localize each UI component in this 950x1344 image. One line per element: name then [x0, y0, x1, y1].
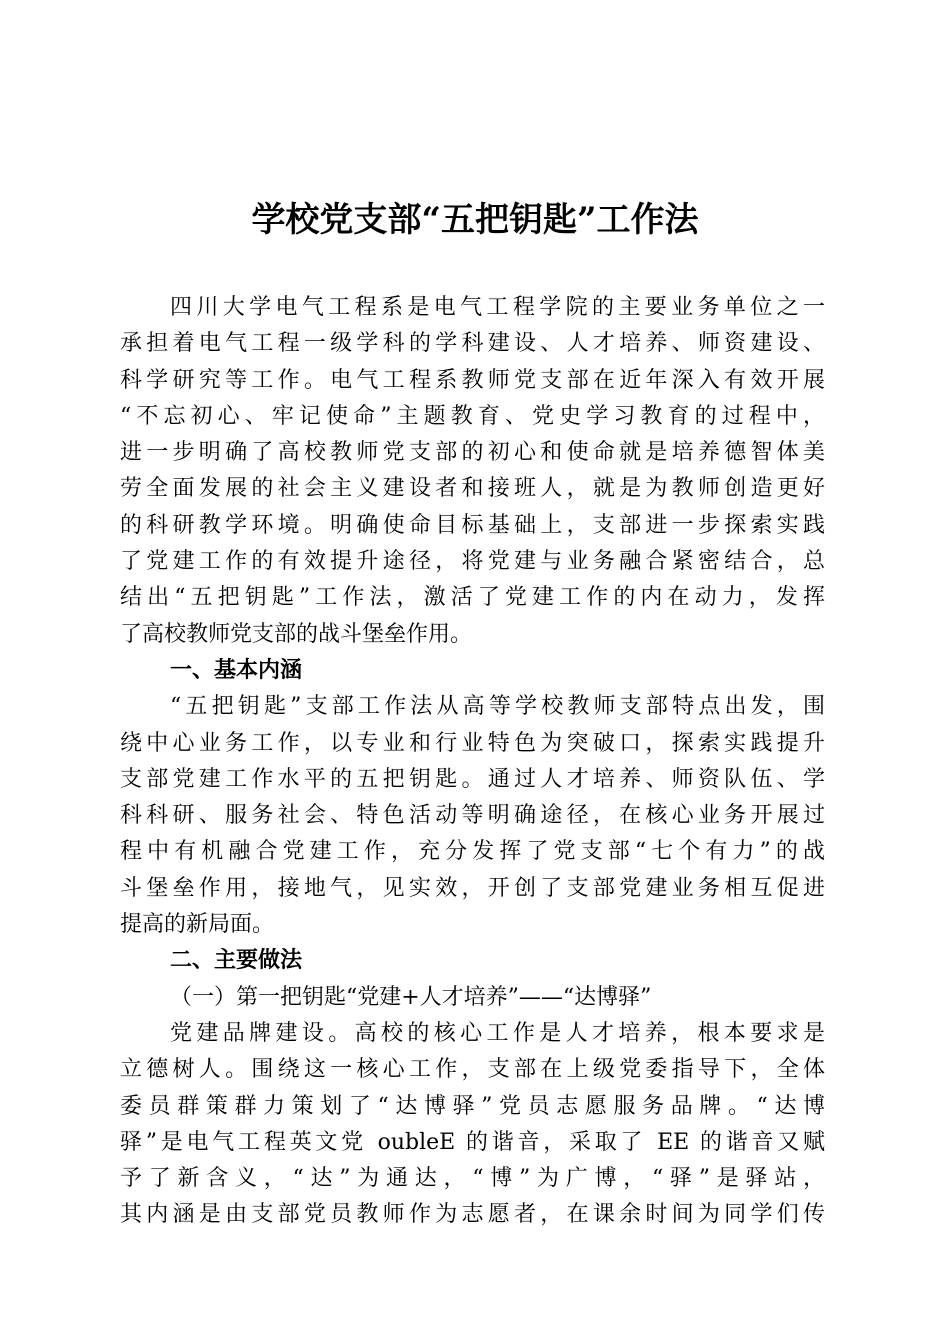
paragraph-line: 斗堡垒作用，接地气，见实效，开创了支部党建业务相互促进 — [120, 875, 825, 901]
paragraph-line: 了高校教师党支部的战斗堡垒作用。 — [120, 621, 473, 647]
paragraph-line: 进一步明确了高校教师党支部的初心和使命就是培养德智体美 — [120, 440, 825, 466]
paragraph-line: 承担着电气工程一级学科的学科建设、人才培养、师资建设、 — [120, 331, 825, 357]
paragraph-line: 驿”是电气工程英文党 oubleE 的谐音，采取了 EE 的谐音又赋 — [120, 1129, 825, 1155]
subsection-heading: （一）第一把钥匙“党建+人才培养”——“达博驿” — [170, 984, 652, 1010]
paragraph-line: 绕中心业务工作，以专业和行业特色为突破口，探索实践提升 — [120, 730, 825, 756]
paragraph-line: 予了新含义，“达”为通达，“博”为广博，“驿”是驿站， — [120, 1166, 825, 1192]
paragraph-line: 劳全面发展的社会主义建设者和接班人，就是为教师创造更好 — [120, 476, 825, 502]
paragraph-line: 其内涵是由支部党员教师作为志愿者，在课余时间为同学们传 — [120, 1202, 825, 1228]
paragraph-line: “五把钥匙”支部工作法从高等学校教师支部特点出发，围 — [170, 694, 825, 720]
section-heading: 二、主要做法 — [170, 948, 303, 974]
paragraph-line: 委员群策群力策划了“达博驿”党员志愿服务品牌。“达博 — [120, 1093, 825, 1119]
section-heading: 一、基本内涵 — [170, 657, 303, 683]
paragraph-line: 支部党建工作水平的五把钥匙。通过人才培养、师资队伍、学 — [120, 766, 825, 792]
paragraph-line: 党建品牌建设。高校的核心工作是人才培养，根本要求是 — [170, 1020, 825, 1046]
document-body — [120, 290, 825, 1234]
paragraph-line: 四川大学电气工程系是电气工程学院的主要业务单位之一 — [170, 295, 825, 320]
paragraph-line: 科学研究等工作。电气工程系教师党支部在近年深入有效开展 — [120, 367, 825, 393]
paragraph-line: 结出“五把钥匙”工作法，激活了党建工作的内在动力，发挥 — [120, 585, 825, 611]
paragraph-line: “不忘初心、牢记使命”主题教育、党史学习教育的过程中， — [120, 403, 825, 429]
document-title: 学校党支部“五把钥匙”工作法 — [251, 200, 699, 240]
paragraph-line: 科科研、服务社会、特色活动等明确途径，在核心业务开展过 — [120, 803, 825, 829]
paragraph-line: 立德树人。围绕这一核心工作，支部在上级党委指导下，全体 — [120, 1057, 825, 1083]
paragraph-line: 提高的新局面。 — [120, 912, 275, 938]
paragraph-line: 程中有机融合党建工作，充分发挥了党支部“七个有力”的战 — [120, 839, 825, 865]
paragraph-line: 了党建工作的有效提升途径，将党建与业务融合紧密结合，总 — [120, 549, 825, 575]
paragraph-line: 的科研教学环境。明确使命目标基础上，支部进一步探索实践 — [120, 512, 825, 538]
